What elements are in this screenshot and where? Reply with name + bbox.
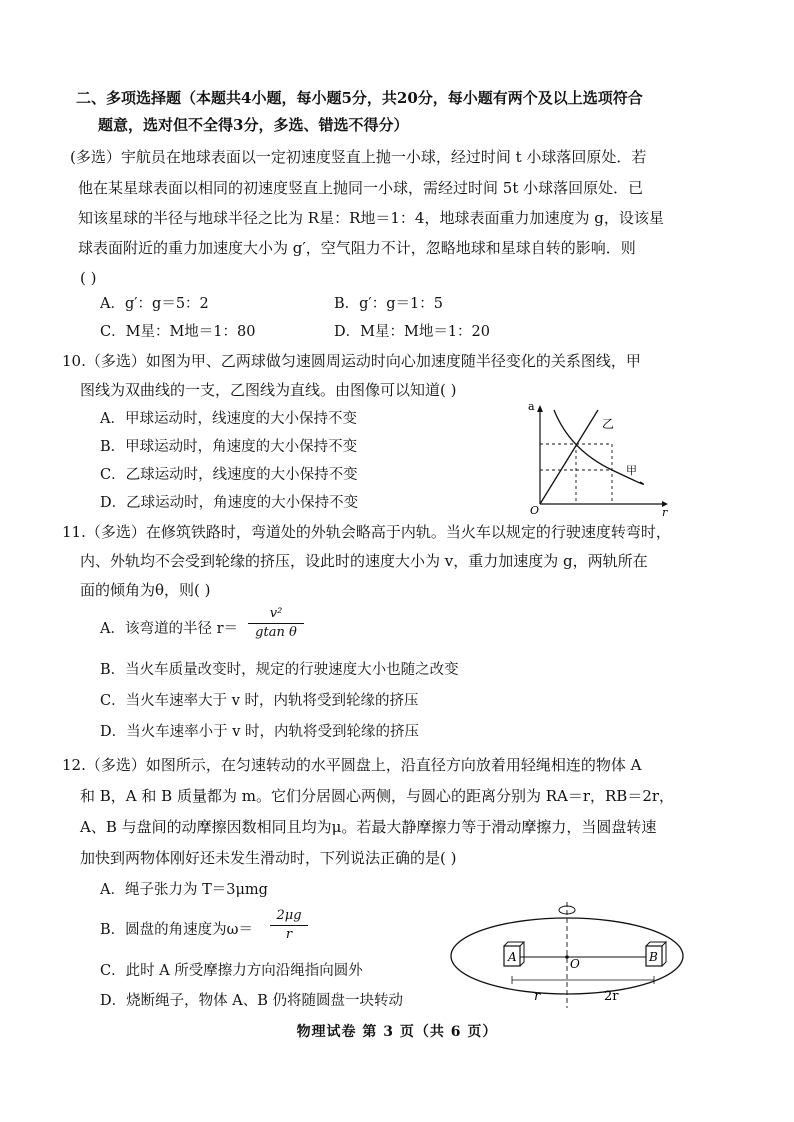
q12-line4: 加快到两物体刚好还未发生滑动时，下列说法正确的是( ) — [80, 849, 457, 867]
q12-figure — [450, 900, 690, 1010]
q12-option-b[interactable] — [100, 920, 253, 940]
q12-label-2r: 2r — [604, 989, 619, 1004]
q10-line2: 图线为双曲线的一支，乙图线为直线。由图像可以知道( ) — [80, 381, 457, 399]
q11-line3: 面的倾角为θ，则( ) — [80, 581, 211, 599]
q12-label-r: r — [534, 989, 541, 1004]
q12-option-d[interactable]: D．烧断绳子，物体 A、B 仍将随圆盘一块转动 — [100, 993, 403, 1009]
q12-label-a: A — [508, 950, 517, 964]
q12-fraction-denominator: r — [285, 927, 293, 942]
q9-answer-bracket: ( ) — [80, 269, 97, 287]
q9-line4: 球表面附近的重力加速度大小为 g′，空气阻力不计，忽略地球和星球自转的影响．则 — [78, 239, 636, 257]
q9-option-b[interactable]: B．g′：g＝1：5 — [334, 296, 443, 312]
q10-yi-label: 乙 — [602, 417, 615, 431]
q12-center-dot — [565, 955, 569, 959]
q9-line1: (多选）宇航员在地球表面以一定初速度竖直上抛一小球，经过时间 t 小球落回原处．若 — [70, 148, 647, 166]
q12-label-o: O — [570, 957, 580, 971]
q12-fraction-numerator: 2μg — [276, 908, 302, 923]
q12-line1: 12.（多选）如图所示，在匀速转动的水平圆盘上，沿直径方向放着用轻绳相连的物体 A — [62, 756, 642, 774]
q11-fraction-bar — [248, 623, 304, 624]
q9-option-d[interactable]: D．M星：M地＝1：20 — [334, 324, 490, 340]
q10-jia-label: 甲 — [626, 464, 637, 477]
q10-y-arrow — [537, 405, 543, 412]
section-title-line1: 二、多项选择题（本题共4小题，每小题5分，共20分，每小题有两个及以上选项符合 — [76, 89, 643, 107]
q11-option-d[interactable]: D．当火车速率小于 v 时，内轨将受到轮缘的挤压 — [100, 724, 420, 740]
q11-fraction-numerator: v² — [269, 606, 283, 621]
q10-option-d[interactable]: D．乙球运动时，角速度的大小保持不变 — [100, 495, 359, 511]
q10-axis-a-label: a — [528, 400, 535, 413]
q9-option-c[interactable]: C．M星：M地＝1：80 — [100, 324, 256, 340]
page-footer: 物理试卷 第 3 页（共 6 页） — [296, 1024, 498, 1040]
q10-option-a[interactable]: A．甲球运动时，线速度的大小保持不变 — [100, 411, 357, 427]
q10-origin-label: O — [530, 504, 540, 517]
q12-line3: A、B 与盘间的动摩擦因数相同且均为μ。若最大静摩擦力等于滑动摩擦力，当圆盘转速 — [80, 818, 657, 836]
q10-graph — [522, 400, 672, 519]
q11-option-b[interactable]: B．当火车质量改变时，规定的行驶速度大小也随之改变 — [100, 662, 459, 678]
q11-option-a-text: A．该弯道的半径 r＝ — [100, 621, 239, 637]
q11-option-a-fraction — [246, 606, 306, 641]
q9-option-a[interactable]: A．g′：g＝5：2 — [100, 296, 209, 312]
q11-option-c[interactable]: C．当火车速率大于 v 时，内轨将受到轮缘的挤压 — [100, 693, 419, 709]
q12-option-b-text: B．圆盘的角速度为ω＝ — [100, 922, 253, 938]
q12-fraction-bar — [270, 925, 308, 926]
q12-option-b-fraction — [264, 908, 314, 943]
q9-line3: 知该星球的半径与地球半径之比为 R星：R地＝1：4，地球表面重力加速度为 g，设该星 — [78, 209, 664, 227]
q10-line1: 10.（多选）如图为甲、乙两球做匀速圆周运动时向心加速度随半径变化的关系图线，甲 — [62, 352, 641, 370]
q12-option-c[interactable]: C．此时 A 所受摩擦力方向沿绳指向圆外 — [100, 963, 363, 979]
q11-fraction-denominator: gtan θ — [255, 625, 297, 640]
q10-option-b[interactable]: B．甲球运动时，角速度的大小保持不变 — [100, 439, 358, 455]
q12-option-a[interactable]: A．绳子张力为 T＝3μmg — [100, 882, 268, 898]
q10-option-c[interactable]: C．乙球运动时，线速度的大小保持不变 — [100, 467, 358, 483]
q12-line2: 和 B，A 和 B 质量都为 m。它们分居圆心两侧，与圆心的距离分别为 RA＝r，RB＝2r， — [80, 787, 675, 805]
q11-line1: 11.（多选）在修筑铁路时，弯道处的外轨会略高于内轨。当火车以规定的行驶速度转弯时， — [62, 523, 671, 541]
q11-option-a[interactable] — [100, 619, 238, 639]
q9-line2: 他在某星球表面以相同的初速度竖直上抛同一小球，需经过时间 5t 小球落回原处．已 — [78, 179, 644, 197]
section-title-line2: 题意，选对但不全得3分，多选、错选不得分） — [98, 116, 409, 134]
q12-label-b: B — [649, 950, 658, 964]
q10-axis-r-label: r — [662, 506, 668, 519]
q11-line2: 内、外轨均不会受到轮缘的挤压，设此时的速度大小为 v，重力加速度为 g，两轨所在 — [80, 552, 648, 570]
